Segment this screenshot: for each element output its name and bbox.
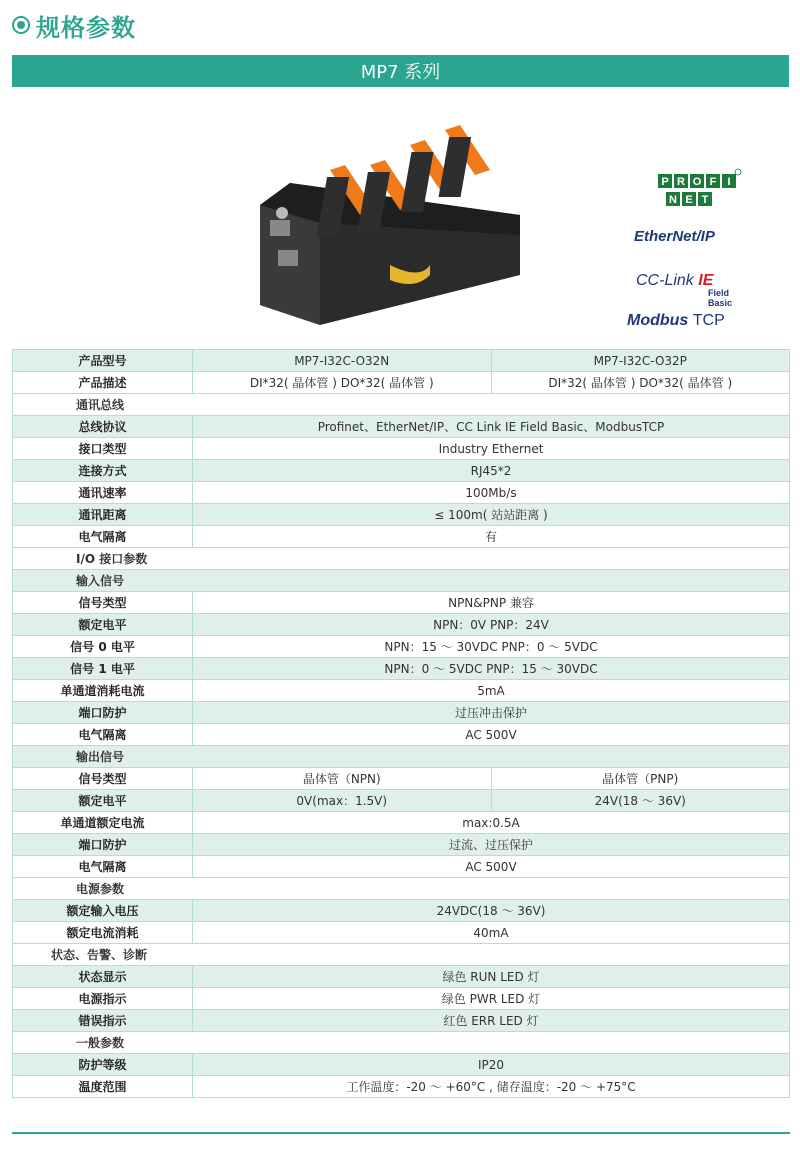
row-label: 总线协议 [13,416,193,438]
row-label: 防护等级 [13,1054,193,1076]
cell-value: 有 [193,526,790,548]
table-row [13,768,790,790]
table-row [13,1054,790,1076]
section-header [13,548,790,570]
row-label: 信号 1 电平 [13,658,193,680]
cell-value: Industry Ethernet [193,438,790,460]
section-header [13,394,790,416]
profinet-letter: T [701,194,709,206]
cell-value: 100Mb/s [193,482,790,504]
page-title-text: 规格参数 [36,13,136,42]
cell-value: 5mA [193,680,790,702]
cell-value: 过压冲击保护 [193,702,790,724]
profinet-logo [628,168,743,210]
row-label: 电源指示 [13,988,193,1010]
table-row [13,856,790,878]
cell-value: NPN：0 ～ 5VDC PNP：15 ～ 30VDC [193,658,790,680]
row-label: 状态显示 [13,966,193,988]
cclink-ie: IE [698,272,714,289]
row-label: 温度范围 [13,1076,193,1098]
section-label: 输出信号 [13,746,790,768]
product-image [250,115,530,335]
row-label: 额定电平 [13,790,193,812]
table-row [13,834,790,856]
table-row [13,460,790,482]
profinet-letter: N [669,194,677,206]
modbus-logo [627,312,725,330]
section-label: 一般参数 [13,1032,790,1054]
row-label: 信号 0 电平 [13,636,193,658]
cell-value: 24V(18 ～ 36V) [491,790,790,812]
section-label: 通讯总线 [13,394,790,416]
table-row [13,988,790,1010]
cell-value: 晶体管（NPN) [193,768,492,790]
cell-value: 过流、过压保护 [193,834,790,856]
row-label: 产品描述 [13,372,193,394]
table-row [13,724,790,746]
row-label: 额定电平 [13,614,193,636]
table-row [13,416,790,438]
table-row [13,812,790,834]
row-label: 电气隔离 [13,856,193,878]
cclink-basic-text: Basic [708,298,733,308]
section-label: 电源参数 [13,878,790,900]
table-row [13,658,790,680]
table-row [13,504,790,526]
cell-value: DI*32( 晶体管 ) DO*32( 晶体管 ) [193,372,492,394]
table-row [13,526,790,548]
table-row [13,438,790,460]
section-label: I/O 接口参数 [13,548,790,570]
cell-value: 绿色 PWR LED 灯 [193,988,790,1010]
row-label: 单通道额定电流 [13,812,193,834]
row-label: 端口防护 [13,834,193,856]
table-row [13,680,790,702]
cell-value: RJ45*2 [193,460,790,482]
row-label: 连接方式 [13,460,193,482]
row-label: 信号类型 [13,592,193,614]
profinet-letter: F [709,176,717,188]
cell-value: AC 500V [193,724,790,746]
page-title [12,8,136,42]
cell-value: IP20 [193,1054,790,1076]
cell-value: NPN：15 ～ 30VDC PNP：0 ～ 5VDC [193,636,790,658]
table-row [13,482,790,504]
row-label: 信号类型 [13,768,193,790]
row-label: 通讯距离 [13,504,193,526]
profinet-letter: O [692,176,702,188]
cclink-field: Field [708,288,730,298]
cell-value: 晶体管（PNP) [491,768,790,790]
cell-value: 绿色 RUN LED 灯 [193,966,790,988]
row-label: 单通道消耗电流 [13,680,193,702]
profinet-letter: R [677,176,685,188]
table-row [13,900,790,922]
cell-value: ≤ 100m( 站站距离 ) [193,504,790,526]
circle-bullet-icon [12,16,30,34]
modbus-tcp-text: TCP [692,312,725,329]
spec-table [12,349,790,1098]
cell-value: DI*32( 晶体管 ) DO*32( 晶体管 ) [491,372,790,394]
table-row [13,614,790,636]
cell-value: NPN：0V PNP：24V [193,614,790,636]
table-row [13,702,790,724]
table-row [13,592,790,614]
cell-value: 工作温度：-20 ～ +60°C , 储存温度：-20 ～ +75°C [193,1076,790,1098]
profinet-letter: P [661,176,669,188]
profinet-letter: E [685,194,693,206]
row-label: 额定输入电压 [13,900,193,922]
cell-value: 24VDC(18 ～ 36V) [193,900,790,922]
row-label: 电气隔离 [13,724,193,746]
cell-value: max:0.5A [193,812,790,834]
cell-value: Profinet、EtherNet/IP、CC Link IE Field Basic、ModbusTCP [193,416,790,438]
table-row [13,350,790,372]
row-label: 电气隔离 [13,526,193,548]
row-label: 额定电流消耗 [13,922,193,944]
table-row [13,372,790,394]
cell-value: MP7-I32C-O32P [491,350,790,372]
cell-value: 红色 ERR LED 灯 [193,1010,790,1032]
table-row [13,636,790,658]
section-header [13,878,790,900]
section-header [13,570,790,592]
table-row [13,790,790,812]
bottom-divider [12,1132,790,1134]
ethernetip-logo: EtherNet/IP [634,228,715,245]
cell-value: NPN&PNP 兼容 [193,592,790,614]
series-banner: MP7 系列 [12,55,789,87]
row-label: 端口防护 [13,702,193,724]
table-row [13,966,790,988]
table-row [13,922,790,944]
row-label: 产品型号 [13,350,193,372]
row-label: 错误指示 [13,1010,193,1032]
row-label: 接口类型 [13,438,193,460]
section-header [13,944,790,966]
cclink-prefix: CC-Link [636,272,694,289]
cell-value: 0V(max：1.5V) [193,790,492,812]
cclink-basic [708,288,732,308]
section-label: 输入信号 [13,570,790,592]
section-header [13,1032,790,1054]
table-row [13,1076,790,1098]
cell-value: MP7-I32C-O32N [193,350,492,372]
cell-value: 40mA [193,922,790,944]
cell-value: AC 500V [193,856,790,878]
section-header [13,746,790,768]
modbus-text: Modbus [627,312,689,329]
table-row [13,1010,790,1032]
section-label: 状态、告警、诊断 [13,944,790,966]
row-label: 通讯速率 [13,482,193,504]
cclink-logo [636,272,713,290]
profinet-letter: I [727,176,731,188]
